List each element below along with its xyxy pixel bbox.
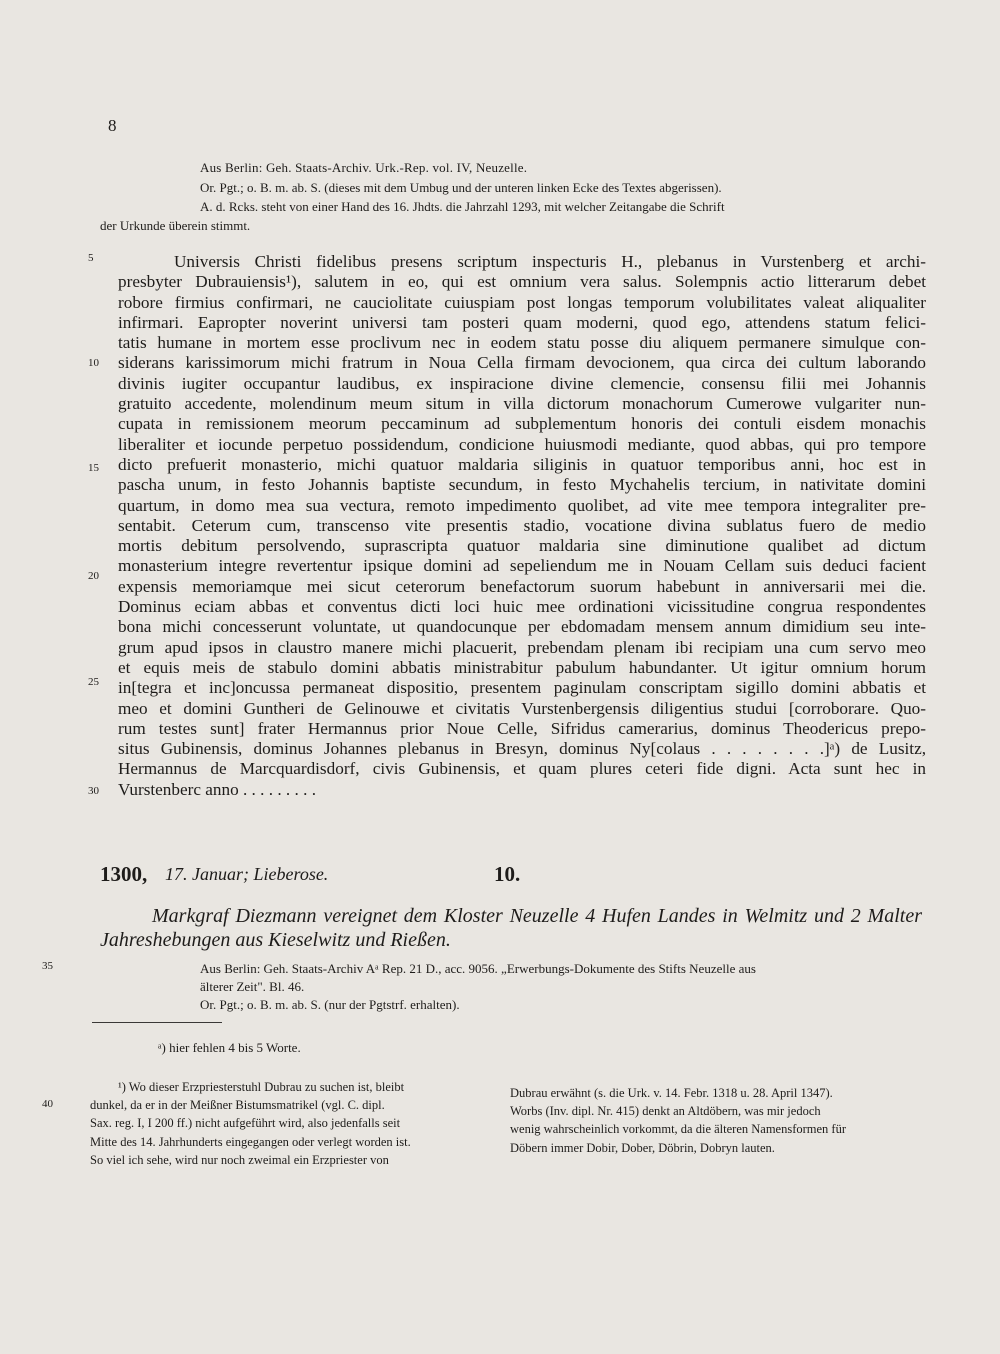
text-line: divinis iugiter occupantur laudibus, ex inspiracione divine clemencie, consensu filii mei Johannis bbox=[118, 373, 926, 393]
text-line: sentabit. Ceterum cum, transcenso vite presentis stadio, vocatione divina sublatus fuero de medio bbox=[118, 515, 926, 535]
text-line: siderans karissimorum michi fratrum in Noua Cella firmam devocionem, qua circa dei cultum laborando bbox=[118, 353, 926, 373]
regest bbox=[100, 904, 922, 952]
line-number: 40 bbox=[42, 1098, 53, 1110]
footnote-1-right-column bbox=[510, 1084, 910, 1157]
charter-text bbox=[118, 252, 926, 800]
text-line: pascha unum, in festo Johannis baptiste secundum, in festo Mychahelis tercium, in nativitate domini bbox=[118, 475, 926, 495]
document-year: 1300, bbox=[100, 862, 148, 886]
source-note-line: der Urkunde überein stimmt. bbox=[100, 218, 251, 233]
footnote-line: Mitte des 14. Jahrhunderts eingegangen oder verlegt worden ist. bbox=[90, 1134, 411, 1149]
reference-line: Or. Pgt.; o. B. m. ab. S. (nur der Pgtstrf. erhalten). bbox=[200, 997, 460, 1012]
source-note bbox=[100, 178, 940, 235]
text-line: liberaliter et iocunde perpetuo possidendum, condicione huiusmodi mediante, quod abbas, qui pro tempore bbox=[118, 434, 926, 454]
text-line: monasterium integre revertentur ipsique domini ad sepeliendum me in Nouam Cellam suis deduci facient bbox=[118, 556, 926, 576]
text-line: Hermannus de Marcquardisdorf, civis Gubinensis, et quam plures ceteri fide digni. Acta sunt hec in bbox=[118, 759, 926, 779]
text-line: infirmari. Eapropter noverint universi tam posteri quam moderni, quod ego, attendens statum felici- bbox=[118, 312, 926, 332]
text-line: bona michi concesserunt voluntate, ut quandocunque per ebdomadam mensem annum dimidium seu inte- bbox=[118, 617, 926, 637]
text-line: robore firmius confirmari, ne cauciolitate cuiuspiam post longas temporum volubilitates valeat aliqualiter bbox=[118, 292, 926, 312]
text-line: Universis Christi fidelibus presens scriptum inspecturis H., plebanus in Vurstenberg et archi- bbox=[174, 252, 926, 271]
footnote-divider bbox=[92, 1022, 222, 1023]
footnote-line: Sax. reg. I, I 200 ff.) nicht aufgeführt wird, also jedenfalls seit bbox=[90, 1116, 401, 1131]
text-line: quartum, in domo mea sua vectura, remoto impedimento quolibet, ad vite mee tempora integraliter pre- bbox=[118, 495, 926, 515]
text-line: mortis debitum persolvendo, suprascripta quatuor maldaria sine diminutione qualibet ad dictum bbox=[118, 536, 926, 556]
source-note-line: Or. Pgt.; o. B. m. ab. S. (dieses mit dem Umbug und der unteren linken Ecke des Textes abgerissen). bbox=[200, 180, 722, 195]
page-number: 8 bbox=[108, 116, 117, 135]
footnote-line: ¹) Wo dieser Erzpriesterstuhl Dubrau zu suchen ist, bleibt bbox=[118, 1080, 405, 1094]
footnote-a: ᵃ) hier fehlen 4 bis 5 Worte. bbox=[158, 1040, 301, 1055]
footnote-line: So viel ich sehe, wird nur noch zweimal ein Erzpriester von bbox=[90, 1152, 389, 1167]
text-line: rum testes sunt] frater Hermannus prior Noue Celle, Sifridus camerarius, dominus Theodericus prepo- bbox=[118, 718, 926, 738]
line-number: 10 bbox=[88, 357, 99, 369]
line-number: 15 bbox=[88, 462, 99, 474]
footnote-line: dunkel, da er in der Meißner Bistumsmatrikel (vgl. C. dipl. bbox=[90, 1098, 385, 1113]
document-number: 10. bbox=[494, 862, 521, 886]
text-line: meo et domini Guntheri de Gelinouwe et civitatis Vurstenbergensis diligentius studui [corroborare. Quo- bbox=[118, 698, 926, 718]
regest-line: Jahreshebungen aus Kieselwitz und Rießen. bbox=[100, 929, 451, 951]
text-line: gratuito accedente, molendinum meum situm in villa dictorum monachorum Cumerowe vulgariter nun- bbox=[118, 394, 926, 414]
footnote-line: Döbern immer Dobir, Dober, Döbrin, Dobryn lauten. bbox=[510, 1140, 775, 1155]
line-number: 30 bbox=[88, 785, 99, 797]
line-number: 35 bbox=[42, 960, 53, 972]
source-note-line: A. d. Rcks. steht von einer Hand des 16. Jhdts. die Jahrzahl 1293, mit welcher Zeitangabe die Schrift bbox=[200, 199, 725, 214]
line-number: 5 bbox=[88, 252, 94, 264]
reference-line: Aus Berlin: Geh. Staats-Archiv Aᵃ Rep. 21 D., acc. 9056. „Erwerbungs-Dokumente des Stifts Neuzelle aus bbox=[200, 961, 756, 976]
text-line: Dominus eciam abbas et conventus dicti loci huic mee ordinationi vicissitudine congrua respondentes bbox=[118, 597, 926, 617]
footnote-line: wenig wahrscheinlich vorkommt, da die älteren Namensformen für bbox=[510, 1122, 846, 1137]
text-line: cupata in remissionem meorum peccaminum ad subplementum honoris dei contuli eisdem monachis bbox=[118, 414, 926, 434]
footnote-line: Worbs (Inv. dipl. Nr. 415) denkt an Altdöbern, was mir jedoch bbox=[510, 1104, 821, 1119]
text-line: tatis humane in mortem esse proclivum nec in eodem statu posse diu aliquem permanere simulque con- bbox=[118, 333, 926, 353]
footnote-line: Dubrau erwähnt (s. die Urk. v. 14. Febr. 1318 u. 28. April 1347). bbox=[510, 1086, 833, 1100]
text-line: in[tegra et inc]oncussa permaneat dispositio, presentem paginulam conscriptam sigillo domini abbatis et bbox=[118, 678, 926, 698]
text-line: grum apud ipsos in claustro manere michi placuerit, prebendam plenam ibi recipiam una cum servo meo bbox=[118, 637, 926, 657]
text-line: expensis memoriamque mei sicut ceterorum benefactorum suorum habebunt in anniversarii mei die. bbox=[118, 576, 926, 596]
archive-reference bbox=[200, 960, 940, 1014]
line-number: 20 bbox=[88, 570, 99, 582]
text-line: situs Gubinensis, dominus Johannes plebanus in Bresyn, dominus Ny[colaus . . . . . . . .]ᵃ) de Lusitz, bbox=[118, 739, 926, 759]
footnote-1-left-column bbox=[90, 1078, 490, 1169]
reference-line: älterer Zeit". Bl. 46. bbox=[200, 979, 305, 994]
line-number: 25 bbox=[88, 676, 99, 688]
document-date-place: 17. Januar; Lieberose. bbox=[165, 864, 329, 884]
regest-line: Markgraf Diezmann vereignet dem Kloster Neuzelle 4 Hufen Landes in Welmitz und 2 Malter bbox=[152, 905, 922, 927]
text-line: presbyter Dubrauiensis¹), salutem in eo, qui est omnium vera salus. Solempnis actio litterarum debet bbox=[118, 272, 926, 292]
source-note-heading: Aus Berlin: Geh. Staats-Archiv. Urk.-Rep. vol. IV, Neuzelle. bbox=[200, 160, 528, 175]
text-line: dicto prefuerit monasterio, michi quatuor maldaria siliginis in quatuor temporibus anni, hoc est in bbox=[118, 454, 926, 474]
text-line: et equis meis de stabulo domini abbatis ministrabitur pabulum habundanter. Ut igitur omnium horum bbox=[118, 657, 926, 677]
text-line: Vurstenberc anno . . . . . . . . . bbox=[118, 779, 317, 799]
